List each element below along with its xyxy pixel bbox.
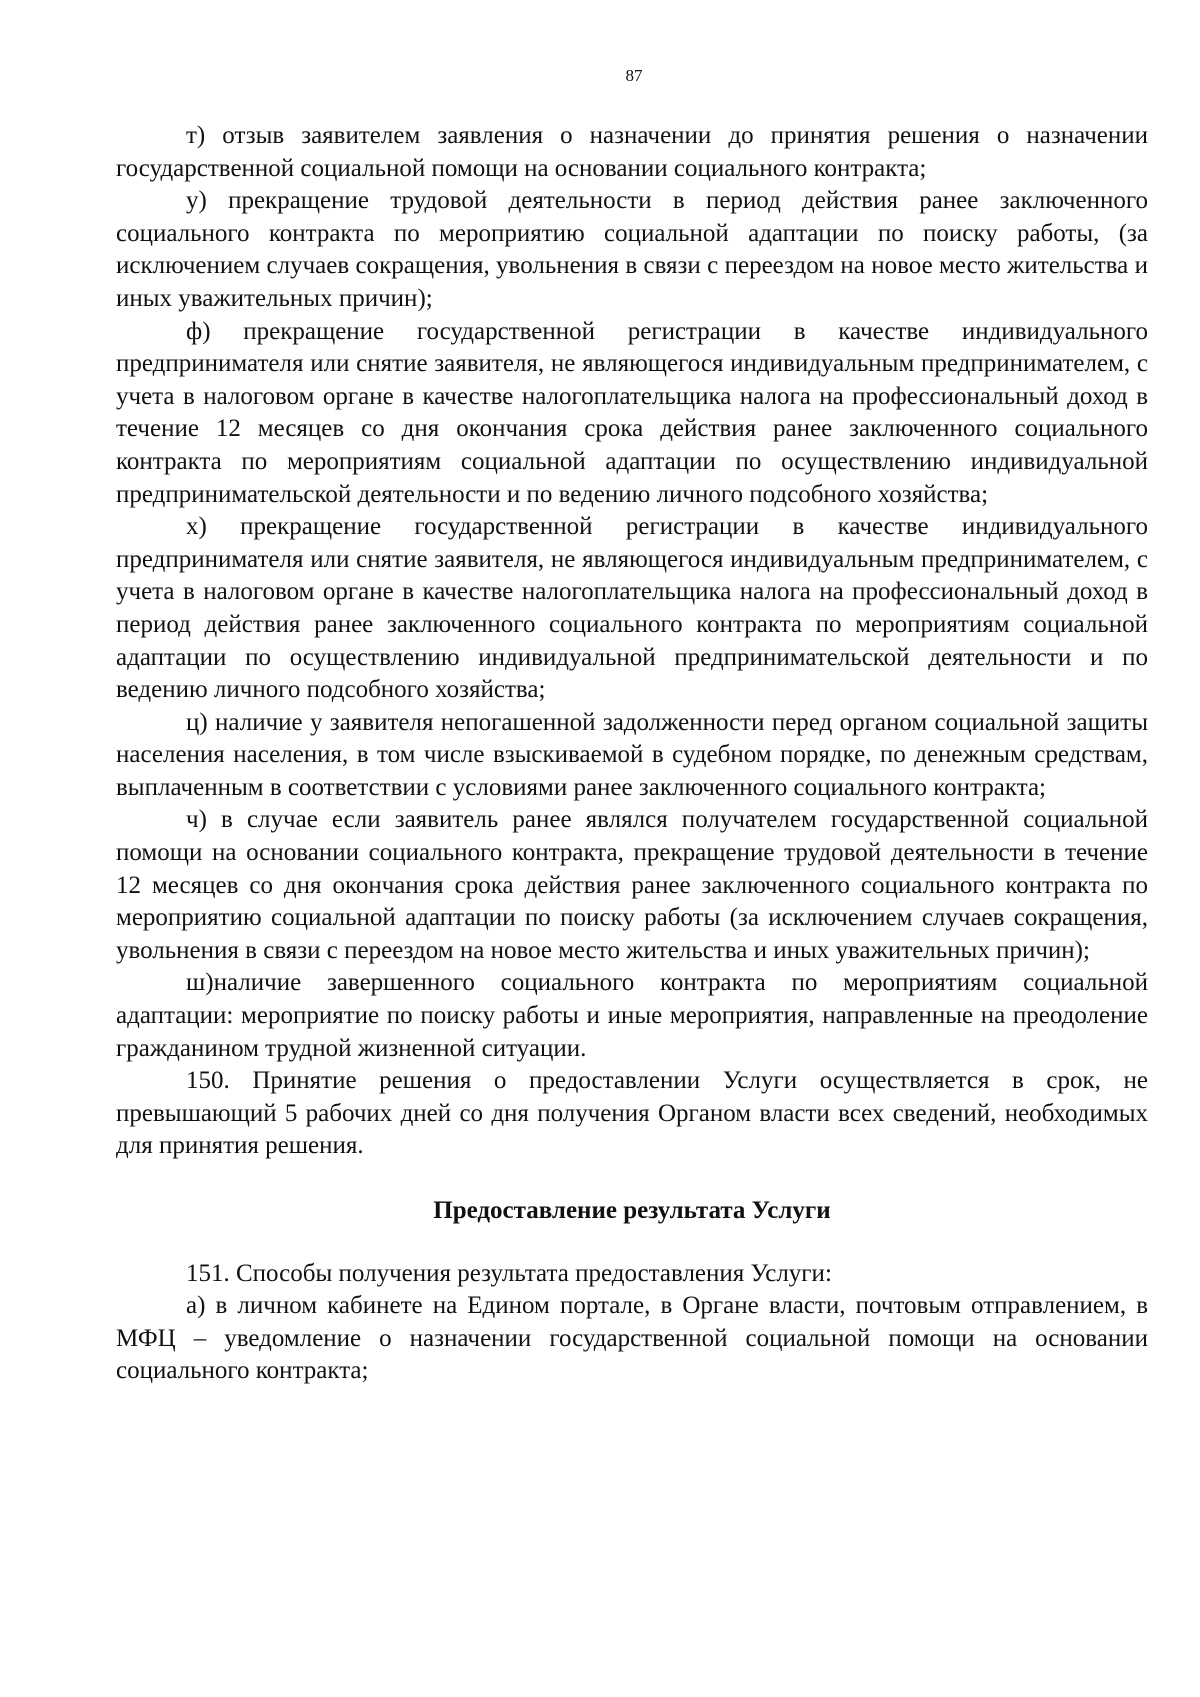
paragraph-item-u: у) прекращение трудовой деятельности в период действия ранее заключенного социального контракта по мероприятию социальной адаптации по поиску работы, (за исключением случаев сокращения, увольнения в связи с переездом на новое место жительства и иных уважительных причин); xyxy=(116,187,1148,312)
paragraph-item-t: т) отзыв заявителем заявления о назначении до принятия решения о назначении государственной социальной помощи на основании социального контракта; xyxy=(116,122,1148,182)
paragraph-item-ts: ц) наличие у заявителя непогашенной задолженности перед органом социальной защиты населения населения, в том числе взыскиваемой в судебном порядке, по денежным средствам, выплаченным в соответствии с условиями ранее заключенного социального контракта; xyxy=(116,708,1148,801)
paragraph-clause-150: 150. Принятие решения о предоставлении Услуги осуществляется в срок, не превышающий 5 рабочих дней со дня получения Органом власти всех сведений, необходимых для принятия решения. xyxy=(116,1067,1148,1160)
paragraph-item-f: ф) прекращение государственной регистрации в качестве индивидуального предпринимателя или снятие заявителя, не являющегося индивидуальным предпринимателем, с учета в налоговом органе в качестве налогоплательщика налога на профессиональный доход в течение 12 месяцев со дня окончания срока действия ранее заключенного социального контракта по мероприятиям социальной адаптации по осуществлению индивидуальной предпринимательской деятельности и по ведению личного подсобного хозяйства; xyxy=(116,317,1148,508)
paragraph-item-a: а) в личном кабинете на Едином портале, в Органе власти, почтовым отправлением, в МФЦ – уведомление о назначении государственной социальной помощи на основании социального контракта; xyxy=(116,1292,1148,1385)
page-number: 87 xyxy=(625,66,643,85)
paragraph-item-kh: х) прекращение государственной регистрации в качестве индивидуального предпринимателя или снятие заявителя, не являющегося индивидуальным предпринимателем, с учета в налоговом органе в качестве налогоплательщика налога на профессиональный доход в период действия ранее заключенного социального контракта по мероприятиям социальной адаптации по осуществлению индивидуальной предпринимательской деятельности и по ведению личного подсобного хозяйства; xyxy=(116,513,1148,704)
paragraph-item-sh: ш)наличие завершенного социального контракта по мероприятиям социальной адаптации: мероприятие по поиску работы и иные мероприятия, направленные на преодоление гражданином трудной жизненной ситуации. xyxy=(116,969,1148,1062)
document-body xyxy=(116,120,1148,1388)
paragraph-item-ch: ч) в случае если заявитель ранее являлся получателем государственной социальной помощи на основании социального контракта, прекращение трудовой деятельности в течение 12 месяцев со дня окончания срока действия ранее заключенного социального контракта по мероприятию социальной адаптации по поиску работы (за исключением случаев сокращения, увольнения в связи с переездом на новое место жительства и иных уважительных причин); xyxy=(116,806,1148,964)
paragraph-clause-151: 151. Способы получения результата предоставления Услуги: xyxy=(186,1259,832,1287)
section-heading: Предоставление результата Услуги xyxy=(433,1197,831,1224)
